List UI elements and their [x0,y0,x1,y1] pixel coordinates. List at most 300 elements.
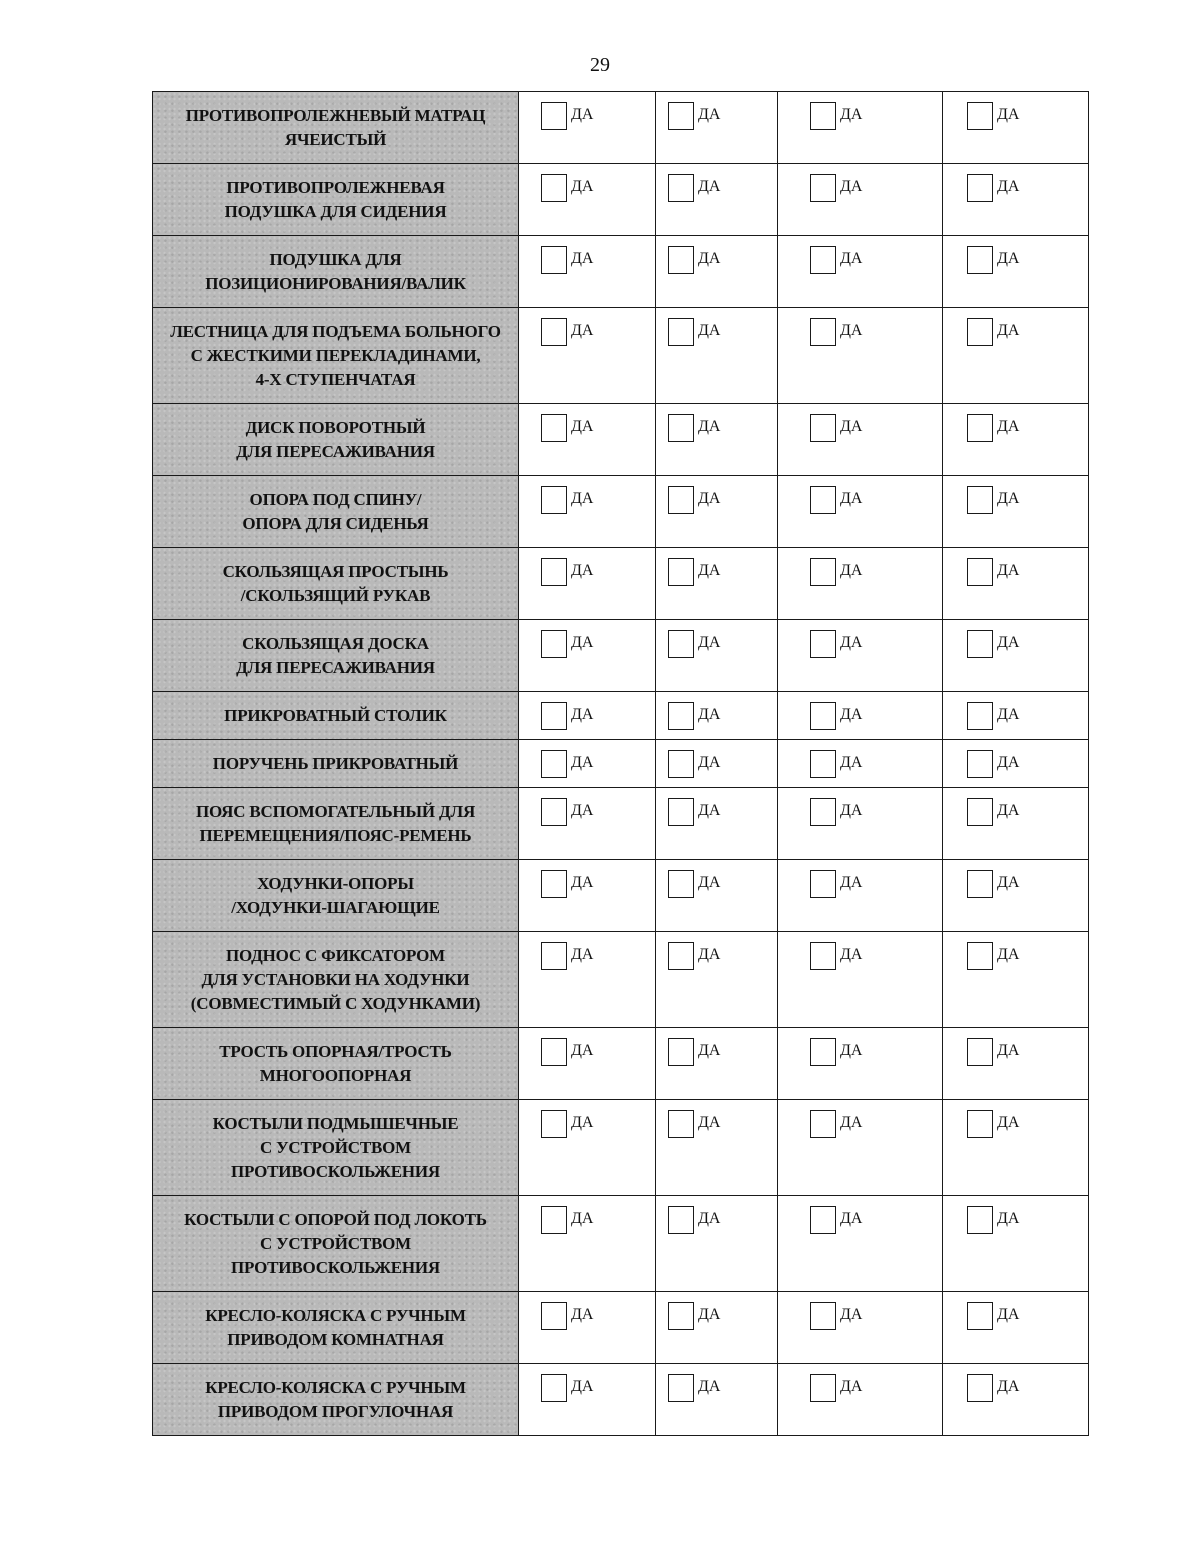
answer-cell [656,932,778,1028]
yes-label: ДА [698,634,721,651]
item-label-cell [153,164,519,236]
yes-option[interactable] [519,164,655,202]
yes-label: ДА [571,250,594,267]
answer-cell [656,1364,778,1436]
answer-cell [656,548,778,620]
yes-checkbox[interactable] [668,414,694,442]
yes-checkbox[interactable] [541,414,567,442]
yes-option[interactable] [656,404,777,442]
yes-label: ДА [571,106,594,123]
yes-option[interactable] [519,308,655,346]
yes-label: ДА [997,418,1020,435]
yes-checkbox[interactable] [967,1302,993,1330]
item-label-cell [153,476,519,548]
yes-option[interactable] [519,860,655,898]
yes-option[interactable] [519,476,655,514]
yes-option[interactable] [943,1100,1088,1138]
answer-cell [778,932,943,1028]
yes-label: ДА [840,874,863,891]
answer-cell [943,1100,1089,1196]
answer-cell [778,860,943,932]
yes-option[interactable] [656,788,777,826]
yes-option[interactable] [778,1196,942,1234]
item-label: ПРОТИВОПРОЛЕЖНЕВАЯ ПОДУШКА ДЛЯ СИДЕНИЯ [224,177,447,221]
table-row [153,1364,1089,1436]
yes-checkbox[interactable] [668,942,694,970]
yes-option[interactable] [656,692,777,730]
yes-label: ДА [571,706,594,723]
yes-checkbox[interactable] [967,702,993,730]
yes-option[interactable] [656,164,777,202]
yes-checkbox[interactable] [541,102,567,130]
item-label-cell [153,860,519,932]
yes-checkbox[interactable] [967,942,993,970]
answer-cell [519,1100,656,1196]
yes-label: ДА [997,106,1020,123]
yes-checkbox[interactable] [967,558,993,586]
yes-option[interactable] [519,1196,655,1234]
yes-option[interactable] [656,932,777,970]
yes-checkbox[interactable] [810,1374,836,1402]
answer-cell [519,1292,656,1364]
table-row [153,788,1089,860]
yes-option[interactable] [778,92,942,130]
table-row [153,236,1089,308]
yes-checkbox[interactable] [668,1374,694,1402]
yes-option[interactable] [519,1028,655,1066]
answer-cell [519,740,656,788]
item-label-cell [153,932,519,1028]
answer-cell [778,692,943,740]
yes-label: ДА [698,178,721,195]
item-label-cell [153,740,519,788]
yes-checkbox[interactable] [967,486,993,514]
yes-label: ДА [840,562,863,579]
yes-checkbox[interactable] [967,414,993,442]
yes-label: ДА [997,706,1020,723]
yes-checkbox[interactable] [668,318,694,346]
yes-label: ДА [997,1210,1020,1227]
yes-checkbox[interactable] [541,942,567,970]
yes-checkbox[interactable] [967,246,993,274]
yes-label: ДА [571,946,594,963]
yes-checkbox[interactable] [668,870,694,898]
yes-checkbox[interactable] [967,102,993,130]
yes-label: ДА [571,418,594,435]
yes-label: ДА [698,1306,721,1323]
table-row [153,476,1089,548]
yes-checkbox[interactable] [541,318,567,346]
yes-option[interactable] [519,1100,655,1138]
item-label-cell [153,1292,519,1364]
answer-cell [519,1028,656,1100]
table-row [153,860,1089,932]
answer-cell [656,236,778,308]
yes-option[interactable] [519,92,655,130]
yes-label: ДА [571,874,594,891]
yes-checkbox[interactable] [541,558,567,586]
answer-cell [778,620,943,692]
yes-label: ДА [840,322,863,339]
yes-checkbox[interactable] [810,702,836,730]
yes-option[interactable] [943,308,1088,346]
yes-checkbox[interactable] [967,1110,993,1138]
answer-cell [656,476,778,548]
yes-option[interactable] [519,548,655,586]
yes-option[interactable] [519,1292,655,1330]
yes-label: ДА [840,1210,863,1227]
yes-checkbox[interactable] [668,750,694,778]
yes-label: ДА [840,1042,863,1059]
answer-cell [943,92,1089,164]
answer-cell [656,164,778,236]
yes-label: ДА [840,490,863,507]
yes-checkbox[interactable] [668,246,694,274]
table-row [153,548,1089,620]
yes-label: ДА [997,1306,1020,1323]
table-row [153,740,1089,788]
answer-cell [778,1196,943,1292]
yes-option[interactable] [656,1196,777,1234]
yes-checkbox[interactable] [668,1110,694,1138]
yes-option[interactable] [656,308,777,346]
yes-checkbox[interactable] [541,798,567,826]
yes-option[interactable] [943,692,1088,730]
yes-option[interactable] [943,92,1088,130]
item-label: ОПОРА ПОД СПИНУ/ ОПОРА ДЛЯ СИДЕНЬЯ [242,489,429,533]
yes-option[interactable] [778,1364,942,1402]
item-label-cell [153,92,519,164]
yes-checkbox[interactable] [810,102,836,130]
item-label: ТРОСТЬ ОПОРНАЯ/ТРОСТЬ МНОГООПОРНАЯ [219,1041,452,1085]
answer-cell [943,164,1089,236]
yes-checkbox[interactable] [541,1110,567,1138]
yes-checkbox[interactable] [810,750,836,778]
yes-checkbox[interactable] [810,1302,836,1330]
yes-option[interactable] [519,620,655,658]
yes-option[interactable] [656,1028,777,1066]
yes-checkbox[interactable] [810,1110,836,1138]
yes-checkbox[interactable] [541,630,567,658]
yes-option[interactable] [656,860,777,898]
yes-checkbox[interactable] [967,870,993,898]
yes-checkbox[interactable] [967,1206,993,1234]
answer-cell [943,620,1089,692]
yes-label: ДА [571,490,594,507]
answer-cell [519,620,656,692]
yes-option[interactable] [778,476,942,514]
yes-label: ДА [571,754,594,771]
yes-label: ДА [698,706,721,723]
yes-label: ДА [840,706,863,723]
yes-option[interactable] [943,236,1088,274]
answer-cell [943,548,1089,620]
yes-checkbox[interactable] [967,630,993,658]
yes-option[interactable] [656,1364,777,1402]
answer-cell [778,1292,943,1364]
yes-label: ДА [840,802,863,819]
yes-option[interactable] [656,92,777,130]
yes-checkbox[interactable] [967,1374,993,1402]
yes-option[interactable] [943,164,1088,202]
yes-option[interactable] [943,620,1088,658]
yes-label: ДА [840,1378,863,1395]
yes-option[interactable] [656,620,777,658]
yes-label: ДА [698,1378,721,1395]
answer-cell [519,308,656,404]
yes-checkbox[interactable] [668,702,694,730]
yes-checkbox[interactable] [810,174,836,202]
yes-label: ДА [997,754,1020,771]
item-label: ПОРУЧЕНЬ ПРИКРОВАТНЫЙ [212,753,459,773]
answer-cell [943,788,1089,860]
answer-cell [519,692,656,740]
answer-cell [519,164,656,236]
yes-checkbox[interactable] [810,630,836,658]
answer-cell [778,236,943,308]
table-row [153,620,1089,692]
yes-option[interactable] [519,788,655,826]
answer-cell [778,92,943,164]
yes-option[interactable] [519,692,655,730]
yes-checkbox[interactable] [541,702,567,730]
yes-checkbox[interactable] [541,1206,567,1234]
table-row [153,1028,1089,1100]
yes-checkbox[interactable] [668,558,694,586]
item-label-cell [153,788,519,860]
item-label-cell [153,236,519,308]
table-row [153,308,1089,404]
item-label: ПОЯС ВСПОМОГАТЕЛЬНЫЙ ДЛЯ ПЕРЕМЕЩЕНИЯ/ПОЯС-РЕМЕНЬ [195,801,476,845]
item-label: ХОДУНКИ-ОПОРЫ /ХОДУНКИ-ШАГАЮЩИЕ [231,873,440,917]
yes-label: ДА [571,1378,594,1395]
yes-checkbox[interactable] [668,102,694,130]
yes-checkbox[interactable] [810,1038,836,1066]
yes-checkbox[interactable] [810,414,836,442]
yes-checkbox[interactable] [668,1206,694,1234]
yes-option[interactable] [778,1028,942,1066]
yes-label: ДА [840,1306,863,1323]
yes-option[interactable] [943,860,1088,898]
yes-label: ДА [840,634,863,651]
answer-cell [656,1028,778,1100]
yes-option[interactable] [778,692,942,730]
yes-option[interactable] [778,308,942,346]
yes-option[interactable] [519,1364,655,1402]
yes-checkbox[interactable] [810,486,836,514]
yes-checkbox[interactable] [668,174,694,202]
yes-option[interactable] [519,740,655,778]
yes-checkbox[interactable] [967,1038,993,1066]
yes-option[interactable] [778,740,942,778]
yes-option[interactable] [778,404,942,442]
yes-checkbox[interactable] [541,1038,567,1066]
item-label: ДИСК ПОВОРОТНЫЙ ДЛЯ ПЕРЕСАЖИВАНИЯ [236,417,435,461]
yes-label: ДА [840,754,863,771]
answer-cell [519,788,656,860]
answer-cell [943,476,1089,548]
yes-checkbox[interactable] [810,798,836,826]
yes-label: ДА [698,250,721,267]
yes-option[interactable] [943,932,1088,970]
yes-option[interactable] [778,1100,942,1138]
yes-option[interactable] [519,404,655,442]
answer-cell [656,92,778,164]
answer-cell [943,860,1089,932]
yes-label: ДА [571,1210,594,1227]
answer-cell [778,1364,943,1436]
yes-option[interactable] [943,476,1088,514]
yes-checkbox[interactable] [967,798,993,826]
yes-checkbox[interactable] [668,1302,694,1330]
answer-cell [778,476,943,548]
yes-option[interactable] [656,236,777,274]
answer-cell [656,1292,778,1364]
answer-cell [656,404,778,476]
yes-checkbox[interactable] [810,558,836,586]
item-label-cell [153,620,519,692]
answer-cell [943,740,1089,788]
answer-cell [656,620,778,692]
yes-label: ДА [698,946,721,963]
yes-label: ДА [997,490,1020,507]
item-label-cell [153,1364,519,1436]
answer-cell [778,1028,943,1100]
yes-option[interactable] [943,1028,1088,1066]
table-row [153,1292,1089,1364]
yes-label: ДА [698,1042,721,1059]
yes-checkbox[interactable] [668,486,694,514]
yes-checkbox[interactable] [668,630,694,658]
yes-option[interactable] [943,1196,1088,1234]
yes-checkbox[interactable] [668,1038,694,1066]
answer-cell [943,1364,1089,1436]
item-label: СКОЛЬЗЯЩАЯ ДОСКА ДЛЯ ПЕРЕСАЖИВАНИЯ [236,633,435,677]
yes-option[interactable] [778,1292,942,1330]
yes-label: ДА [997,1114,1020,1131]
yes-label: ДА [698,802,721,819]
yes-checkbox[interactable] [967,174,993,202]
item-label-cell [153,548,519,620]
yes-label: ДА [571,802,594,819]
item-label-cell [153,1196,519,1292]
yes-label: ДА [698,754,721,771]
yes-checkbox[interactable] [541,486,567,514]
answer-cell [519,236,656,308]
yes-option[interactable] [778,788,942,826]
equipment-checklist-table [152,91,1089,1436]
yes-label: ДА [997,1042,1020,1059]
yes-option[interactable] [778,620,942,658]
table-row [153,1100,1089,1196]
answer-cell [656,740,778,788]
item-label: КОСТЫЛИ ПОДМЫШЕЧНЫЕ С УСТРОЙСТВОМ ПРОТИВОСКОЛЬЖЕНИЯ [212,1113,459,1181]
answer-cell [778,1100,943,1196]
answer-cell [778,404,943,476]
yes-checkbox[interactable] [541,1302,567,1330]
yes-label: ДА [698,490,721,507]
yes-option[interactable] [778,164,942,202]
yes-checkbox[interactable] [967,750,993,778]
yes-checkbox[interactable] [541,1374,567,1402]
yes-option[interactable] [778,932,942,970]
yes-label: ДА [840,418,863,435]
yes-option[interactable] [778,860,942,898]
yes-checkbox[interactable] [810,1206,836,1234]
answer-cell [656,860,778,932]
answer-cell [943,1292,1089,1364]
yes-checkbox[interactable] [668,798,694,826]
answer-cell [778,788,943,860]
yes-checkbox[interactable] [541,174,567,202]
yes-checkbox[interactable] [541,246,567,274]
page-number: 29 [590,54,610,76]
answer-cell [656,788,778,860]
yes-option[interactable] [943,548,1088,586]
table-row [153,404,1089,476]
answer-cell [519,860,656,932]
answer-cell [519,548,656,620]
yes-label: ДА [698,106,721,123]
yes-option[interactable] [656,1292,777,1330]
yes-label: ДА [840,1114,863,1131]
table-row [153,932,1089,1028]
yes-option[interactable] [656,548,777,586]
yes-label: ДА [698,562,721,579]
yes-checkbox[interactable] [810,942,836,970]
yes-label: ДА [997,874,1020,891]
yes-checkbox[interactable] [810,318,836,346]
yes-checkbox[interactable] [967,318,993,346]
yes-label: ДА [571,1042,594,1059]
yes-option[interactable] [943,1364,1088,1402]
yes-option[interactable] [656,1100,777,1138]
yes-option[interactable] [943,740,1088,778]
yes-label: ДА [571,1114,594,1131]
yes-option[interactable] [519,236,655,274]
yes-option[interactable] [943,404,1088,442]
yes-checkbox[interactable] [541,750,567,778]
answer-cell [943,692,1089,740]
item-label: КРЕСЛО-КОЛЯСКА С РУЧНЫМ ПРИВОДОМ КОМНАТНАЯ [205,1305,466,1349]
yes-checkbox[interactable] [541,870,567,898]
yes-label: ДА [698,1114,721,1131]
yes-checkbox[interactable] [810,870,836,898]
item-label: КРЕСЛО-КОЛЯСКА С РУЧНЫМ ПРИВОДОМ ПРОГУЛОЧНАЯ [205,1377,466,1421]
yes-option[interactable] [656,740,777,778]
yes-option[interactable] [656,476,777,514]
yes-option[interactable] [519,932,655,970]
answer-cell [943,404,1089,476]
yes-option[interactable] [943,788,1088,826]
table-row [153,1196,1089,1292]
yes-option[interactable] [943,1292,1088,1330]
item-label: ПОДНОС С ФИКСАТОРОМ ДЛЯ УСТАНОВКИ НА ХОДУНКИ (СОВМЕСТИМЫЙ С ХОДУНКАМИ) [190,945,481,1013]
yes-checkbox[interactable] [810,246,836,274]
yes-option[interactable] [778,236,942,274]
answer-cell [519,404,656,476]
yes-option[interactable] [778,548,942,586]
answer-cell [519,92,656,164]
answer-cell [656,1100,778,1196]
answer-cell [656,308,778,404]
item-label-cell [153,308,519,404]
answer-cell [656,1196,778,1292]
yes-label: ДА [997,802,1020,819]
item-label: СКОЛЬЗЯЩАЯ ПРОСТЫНЬ /СКОЛЬЗЯЩИЙ РУКАВ [222,561,449,605]
yes-label: ДА [698,418,721,435]
answer-cell [778,548,943,620]
